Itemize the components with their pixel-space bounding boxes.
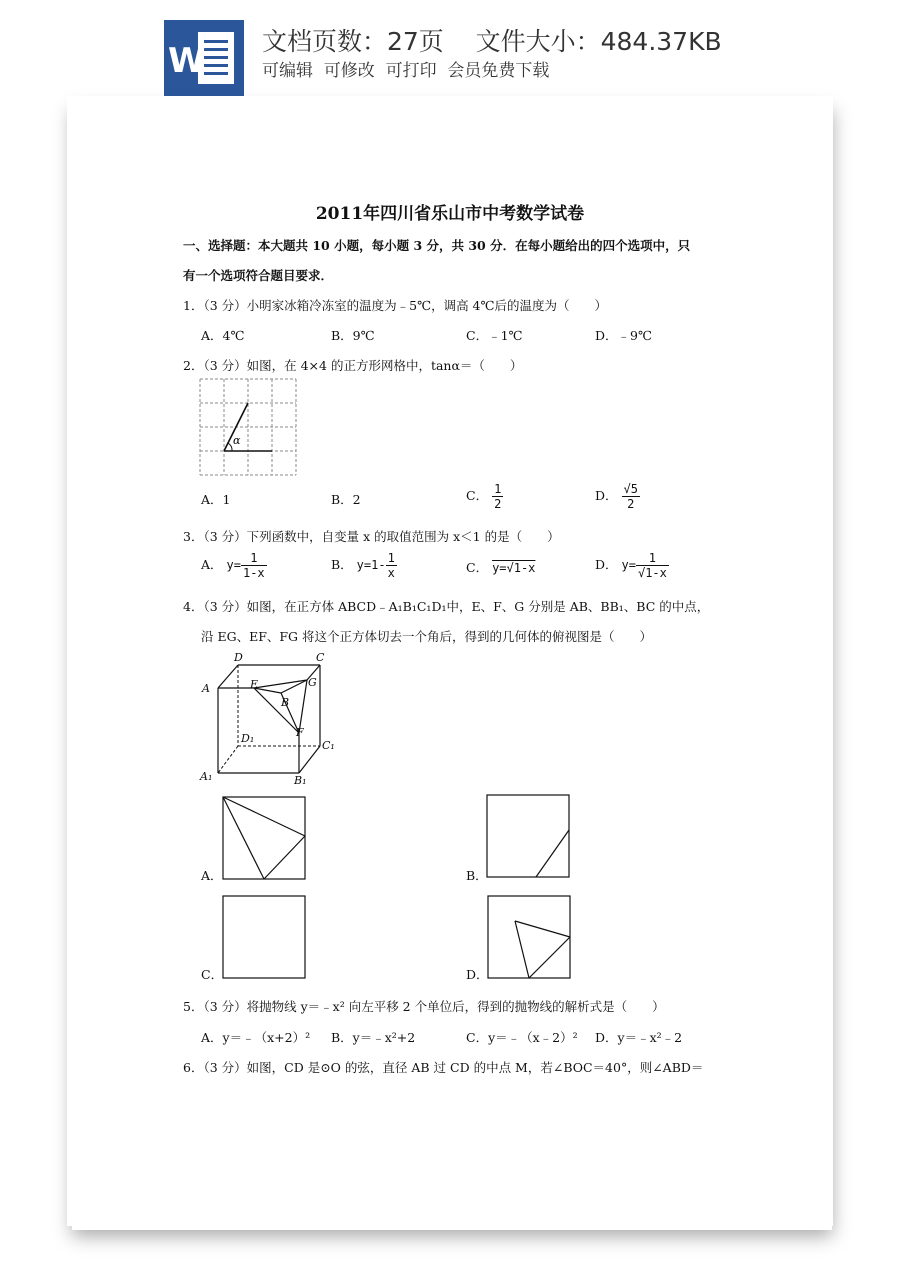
cube-label-e: E (250, 678, 259, 691)
q3-d-fraction (636, 551, 669, 580)
q2-option-d-label: D． (595, 488, 618, 503)
q2-option-c-fraction (492, 482, 503, 511)
q3-a-prefix: y= (226, 558, 241, 572)
q1-option-a: A．4℃ (201, 328, 245, 343)
cube-label-c1: C₁ (322, 739, 335, 752)
q3-option-a-label: A． (201, 557, 223, 572)
cube-label-b1: B₁ (294, 774, 307, 787)
cube-label-d1: D₁ (241, 732, 255, 745)
question-2-stem: 2．（3 分）如图，在 4×4 的正方形网格中，tanα＝（ ） (183, 358, 523, 373)
fraction-numerator: 1 (241, 551, 267, 566)
fraction-denominator: √1-x (637, 566, 667, 580)
file-size: 文件大小：484.37KB (475, 27, 722, 56)
q4-option-b: B． (466, 868, 488, 883)
page-count: 文档页数：27页 (262, 27, 444, 56)
q4-option-a: A． (201, 868, 223, 883)
q2-option-d (595, 482, 640, 511)
q3-option-c-label: C． (466, 560, 489, 575)
word-document-icon (164, 20, 244, 96)
q4-option-d: D． (466, 967, 489, 982)
cube-figure (196, 648, 346, 788)
q1-option-d: D．﹣9℃ (595, 328, 652, 343)
cube-label-f: F (296, 726, 304, 739)
cube-label-a: A (202, 682, 210, 695)
feature-list: 可编辑 可修改 可打印 会员免费下载 (262, 61, 550, 81)
q3-c-expression: y=√1-x (492, 561, 536, 575)
fraction-denominator: x (387, 566, 395, 580)
q4-option-c-figure (222, 895, 308, 981)
exam-title: 2011年四川省乐山市中考数学试卷 (315, 204, 585, 224)
section-heading-line2: 有一个选项符合题目要求． (183, 268, 334, 283)
q5-option-c: C．y＝﹣（x﹣2）² (466, 1030, 578, 1045)
cube-label-a1: A₁ (200, 770, 213, 783)
fraction-denominator: 2 (627, 497, 635, 511)
q3-b-prefix: y=1- (356, 558, 386, 572)
q2-option-c-label: C． (466, 488, 489, 503)
question-6-stem: 6．（3 分）如图，CD 是⊙O 的弦，直径 AB 过 CD 的中点 M，若∠BOC＝40°，则∠ABD＝ (183, 1060, 704, 1075)
q5-option-d: D．y＝﹣x²﹣2 (595, 1030, 683, 1045)
alpha-label: α (233, 434, 241, 447)
q4-option-b-figure (486, 794, 572, 880)
cube-label-c: C (316, 651, 325, 664)
document-page (67, 96, 833, 1226)
question-4-stem-line1: 4．（3 分）如图，在正方体 ABCD﹣A₁B₁C₁D₁中，E、F、G 分别是 AB、BB₁、BC 的中点， (183, 599, 710, 614)
q3-a-fraction (241, 551, 267, 580)
q4-option-c: C． (201, 967, 224, 982)
q3-option-d (595, 551, 669, 580)
question-3-stem: 3．（3 分）下列函数中，自变量 x 的取值范围为 x＜1 的是（ ） (183, 529, 560, 544)
q5-option-b: B．y＝﹣x²+2 (331, 1030, 416, 1045)
q2-grid-figure (199, 378, 299, 478)
q3-option-a (201, 551, 267, 580)
question-5-stem: 5．（3 分）将抛物线 y＝﹣x² 向左平移 2 个单位后，得到的抛物线的解析式是（ ） (183, 999, 665, 1014)
q3-option-c (466, 558, 535, 576)
q1-option-c: C．﹣1℃ (466, 328, 523, 343)
q5-option-a: A．y＝﹣（x+2）² (201, 1030, 311, 1045)
q2-option-a: A．1 (201, 492, 231, 507)
q2-option-d-fraction (622, 482, 640, 511)
question-1-stem: 1．（3 分）小明家冰箱冷冻室的温度为﹣5℃，调高 4℃后的温度为（ ） (183, 298, 607, 313)
q1-option-b: B．9℃ (331, 328, 375, 343)
q2-option-c (466, 482, 503, 511)
fraction-numerator: √5 (623, 482, 638, 496)
q3-b-fraction (386, 551, 397, 580)
cube-label-d: D (234, 651, 243, 664)
q3-option-b (331, 551, 397, 580)
word-logo-letter: W (168, 41, 206, 81)
q3-option-d-label: D． (595, 557, 618, 572)
download-banner (0, 0, 900, 100)
q4-option-d-figure (487, 895, 573, 981)
fraction-numerator: 1 (636, 551, 669, 566)
fraction-denominator: 1-x (242, 566, 265, 580)
cube-label-b: B (281, 696, 290, 709)
q3-option-b-label: B． (331, 557, 353, 572)
fraction-denominator: 2 (494, 497, 502, 511)
fraction-numerator: 1 (387, 551, 395, 565)
q4-option-a-figure (222, 796, 308, 882)
fraction-numerator: 1 (494, 482, 502, 496)
question-4-stem-line2: 沿 EG、EF、FG 将这个正方体切去一个角后，得到的几何体的俯视图是（ ） (201, 629, 653, 644)
q3-d-prefix: y= (621, 558, 636, 572)
section-heading-line1: 一、选择题：本大题共 10 小题，每小题 3 分，共 30 分．在每小题给出的四个选项中，只 (183, 238, 691, 253)
file-info (262, 22, 722, 58)
q2-option-b: B．2 (331, 492, 361, 507)
cube-label-g: G (308, 676, 317, 689)
